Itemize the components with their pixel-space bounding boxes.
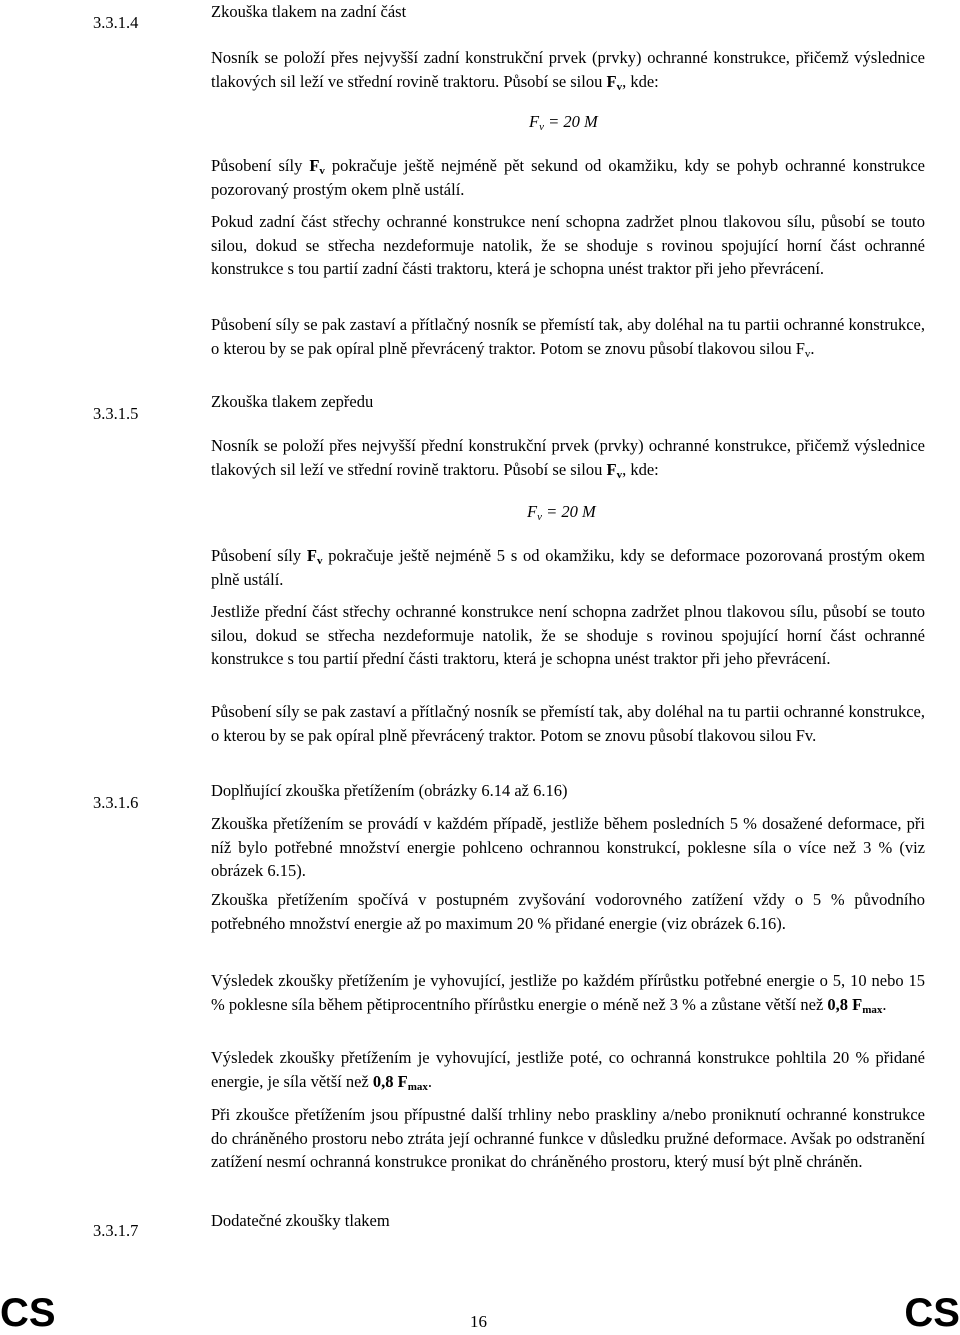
section-heading: Dodatečné zkoušky tlakem: [211, 1211, 390, 1230]
paragraph: Výsledek zkoušky přetížením je vyhovující, jestliže po každém přírůstku potřebné energie o 5, 10 nebo 15 % poklesne síla během pětiprocentního přírůstku energie o méně než 3 % a zůstane větší než 0,8 $F_{max}$.: [211, 971, 925, 1016]
force-symbol: 0,8 $F_{max}$: [827, 994, 883, 1016]
paragraph: Působení síly $F_v$ pokračuje ještě nejméně 5 s od okamžiku, kdy se deformace pozorovaná prostým okem plně ustálí.: [211, 546, 925, 589]
formula: $F_v = 20$ M: [529, 112, 598, 133]
paragraph: Jestliže přední část střechy ochranné konstrukce není schopna zadržet plnou tlakovou sílu, působí se touto silou, dokud se střecha nezdeformuje natolik, že se shoduje s rovinou spojující horní část ochranné konstrukce s tou partií přední části traktoru, která je schopna unést traktor při jeho převrácení.: [211, 602, 925, 668]
footer-language-mark: CS: [904, 1291, 960, 1335]
force-symbol: 0,8 $F_{max}$: [372, 1071, 428, 1093]
section-heading: Zkouška tlakem zepředu: [211, 392, 374, 411]
paragraph: Výsledek zkoušky přetížením je vyhovující, jestliže poté, co ochranná konstrukce pohltila 20 % přidané energie, je síla větší než 0,8 $F_{max}$.: [211, 1048, 925, 1093]
paragraph: [211, 46, 925, 93]
section-number: 3.3.1.6: [93, 793, 139, 812]
page-number: 16: [470, 1312, 487, 1331]
section-number: 3.3.1.5: [93, 404, 139, 423]
force-symbol: $F_v$: [309, 156, 325, 177]
paragraph: Působení síly se pak zastaví a přítlačný nosník se přemístí tak, aby doléhal na tu partii ochranné konstrukce, o kterou by se pak opíral plně převrácený traktor. Potom se znovu působí tlakovou silou Fv.: [211, 702, 925, 745]
section-number: 3.3.1.4: [93, 13, 139, 32]
force-symbol: $F_v$: [306, 546, 323, 567]
formula: $F_v = 20$ M: [527, 502, 596, 523]
footer-language-mark: CS: [0, 1291, 56, 1335]
paragraph-text: Nosník se položí přes nejvyšší zadní konstrukční prvek (prvky) ochranné konstrukce, přičemž výslednice tlakových sil leží ve střední rovině traktoru. Působí se silou: [211, 48, 925, 91]
paragraph: Zkouška přetížením se provádí v každém případě, jestliže během posledních 5 % dosažené deformace, při níž bylo potřebné množství energie pohlceno ochrannou konstrukcí, poklesne síla o více než 3 % (viz obrázek 6.15).: [211, 814, 925, 880]
paragraph: Pokud zadní část střechy ochranné konstrukce není schopna zadržet plnou tlakovou sílu, působí se touto silou, dokud se střecha nezdeformuje natolik, že se shoduje s rovinou spojující horní část ochranné konstrukce s tou partií zadní části traktoru, která je schopna unést traktor při jeho převrácení.: [211, 212, 925, 278]
force-symbol: $F_v$: [606, 459, 623, 481]
section-number: 3.3.1.7: [93, 1221, 139, 1240]
paragraph: Působení síly se pak zastaví a přítlačný nosník se přemístí tak, aby doléhal na tu partii ochranné konstrukce, o kterou by se pak opíral plně převrácený traktor. Potom se znovu působí tlakovou silou $F_v$.: [211, 315, 925, 360]
force-symbol: $F_v$: [606, 71, 623, 93]
paragraph: Zkouška přetížením spočívá v postupném zvyšování vodorovného zatížení vždy o 5 % původního potřebného množství energie až po maximum 20 % přidané energie (viz obrázek 6.16).: [211, 890, 925, 933]
paragraph-text: , kde:: [622, 71, 659, 91]
section-heading: Zkouška tlakem na zadní část: [211, 2, 407, 21]
paragraph: Působení síly $F_v$ pokračuje ještě nejméně pět sekund od okamžiku, kdy se pohyb ochranné konstrukce pozorovaný prostým okem plně ustálí.: [211, 156, 925, 199]
section-heading: Doplňující zkouška přetížením (obrázky 6.14 až 6.16): [211, 781, 568, 800]
paragraph: Nosník se položí přes nejvyšší přední konstrukční prvek (prvky) ochranné konstrukce, přičemž výslednice tlakových sil leží ve střední rovině traktoru. Působí se silou $F_v$, kde:: [211, 436, 925, 481]
paragraph: Při zkoušce přetížením jsou přípustné další trhliny nebo praskliny a/nebo proniknutí ochranné konstrukce do chráněného prostoru nebo ztráta její ochranné funkce v důsledku pružné deformace. Avšak po odstranění zatížení nesmí ochranná konstrukce pronikat do chráněného prostoru, který musí být plně chráněn.: [211, 1105, 925, 1171]
